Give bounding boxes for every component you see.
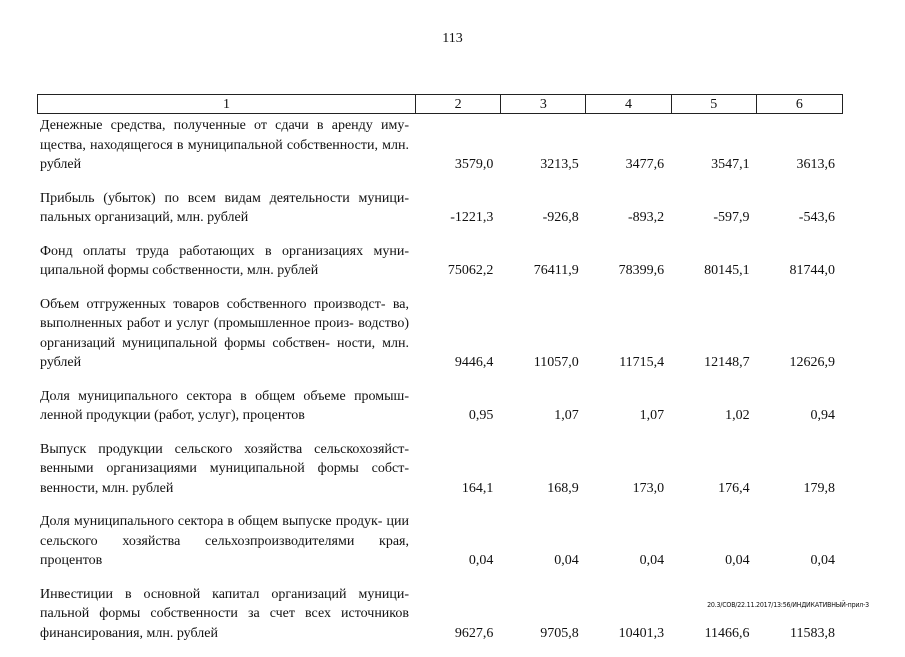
row-value: -1221,3 [450,210,494,225]
row-value: 76411,9 [533,263,579,278]
table-body [40,114,843,657]
table-row [40,242,843,281]
row-value: 9705,8 [540,625,579,641]
table-row [40,512,843,571]
row-value: 10401,3 [618,625,665,641]
row-value: 3477,6 [625,157,665,172]
table-header [37,94,843,114]
row-label: Объем отгруженных товаров собственного производст- ва, выполненных работ и услуг (промышленное произ- водство) организаций муниципальной формы собствен- ности, млн. рублей [40,296,409,370]
header-cell-5: 5 [672,95,757,113]
row-value: 9446,4 [454,355,494,370]
header-cell-1: 1 [38,95,416,113]
row-value: 0,95 [468,408,494,423]
row-value: 11715,4 [619,355,665,370]
row-value: 176,4 [718,480,750,496]
row-value: 1,02 [725,408,750,423]
row-value: 0,04 [810,553,835,568]
row-value: 81744,0 [789,263,835,278]
row-value: 75062,2 [447,263,494,278]
row-value: 11057,0 [533,355,579,370]
row-value: -597,9 [713,210,750,225]
row-value: 164,1 [461,480,494,496]
row-value: 0,04 [639,553,665,568]
table-row [40,440,843,499]
header-cell-6: 6 [795,97,803,112]
document-footer-stamp: 20.3/СОВ/22.11.2017/13:56/ИНДИКАТИВНЫЙ-прил-3 [707,601,869,609]
row-value: 3547,1 [711,157,750,172]
row-label: Выпуск продукции сельского хозяйства сельскохозяйст- венными организациями муниципальной формы собст- венности, млн. рублей [40,441,409,496]
row-value: 0,04 [725,553,750,568]
table-row [40,116,843,175]
row-label: Фонд оплаты труда работающих в организациях муни- ципальной формы собственности, млн. рублей [40,243,409,278]
row-value: 78399,6 [618,263,665,278]
row-value: 173,0 [632,480,665,496]
row-value: -893,2 [628,210,665,225]
row-value: 3613,6 [796,157,835,172]
row-value: 3579,0 [454,157,494,172]
header-cell-2: 2 [416,95,501,113]
row-value: 0,04 [554,553,579,568]
row-value: 0,94 [810,408,835,423]
row-label: Доля муниципального сектора в общем объеме промыш- ленной продукции (работ, услуг), процентов [40,388,409,423]
row-label: Прибыль (убыток) по всем видам деятельности муници- пальных организаций, млн. рублей [40,190,409,225]
row-value: 1,07 [639,408,665,423]
row-label: Доля муниципального сектора в общем выпуске продук- ции сельского хозяйства сельхозпроизводителями края, процентов [40,514,409,568]
row-label: Денежные средства, полученные от сдачи в аренду иму- щества, находящегося в муниципальной собственности, млн. рублей [40,118,409,172]
row-value: 11583,8 [789,625,835,641]
page-number: 113 [442,31,463,46]
row-value: -926,8 [542,210,579,225]
header-cell-3: 3 [501,95,586,113]
table-row [40,585,843,644]
row-value: 179,8 [803,480,835,496]
table-row [40,189,843,228]
header-cell-4: 4 [586,95,671,113]
row-value: 11466,6 [704,625,750,641]
table-row [40,295,843,373]
row-value: 80145,1 [704,263,750,278]
row-value: 3213,5 [540,157,579,172]
row-value: 1,07 [554,408,579,423]
table-row [40,387,843,426]
row-value: 0,04 [468,553,494,568]
row-value: -543,6 [798,210,835,225]
row-value: 9627,6 [454,625,494,641]
row-value: 12626,9 [789,355,835,370]
row-label: Инвестиции в основной капитал организаций муници- пальной формы собственности за счет всех источников финансирования, млн. рублей [40,586,409,641]
row-value: 12148,7 [704,355,750,370]
row-value: 168,9 [547,480,579,496]
